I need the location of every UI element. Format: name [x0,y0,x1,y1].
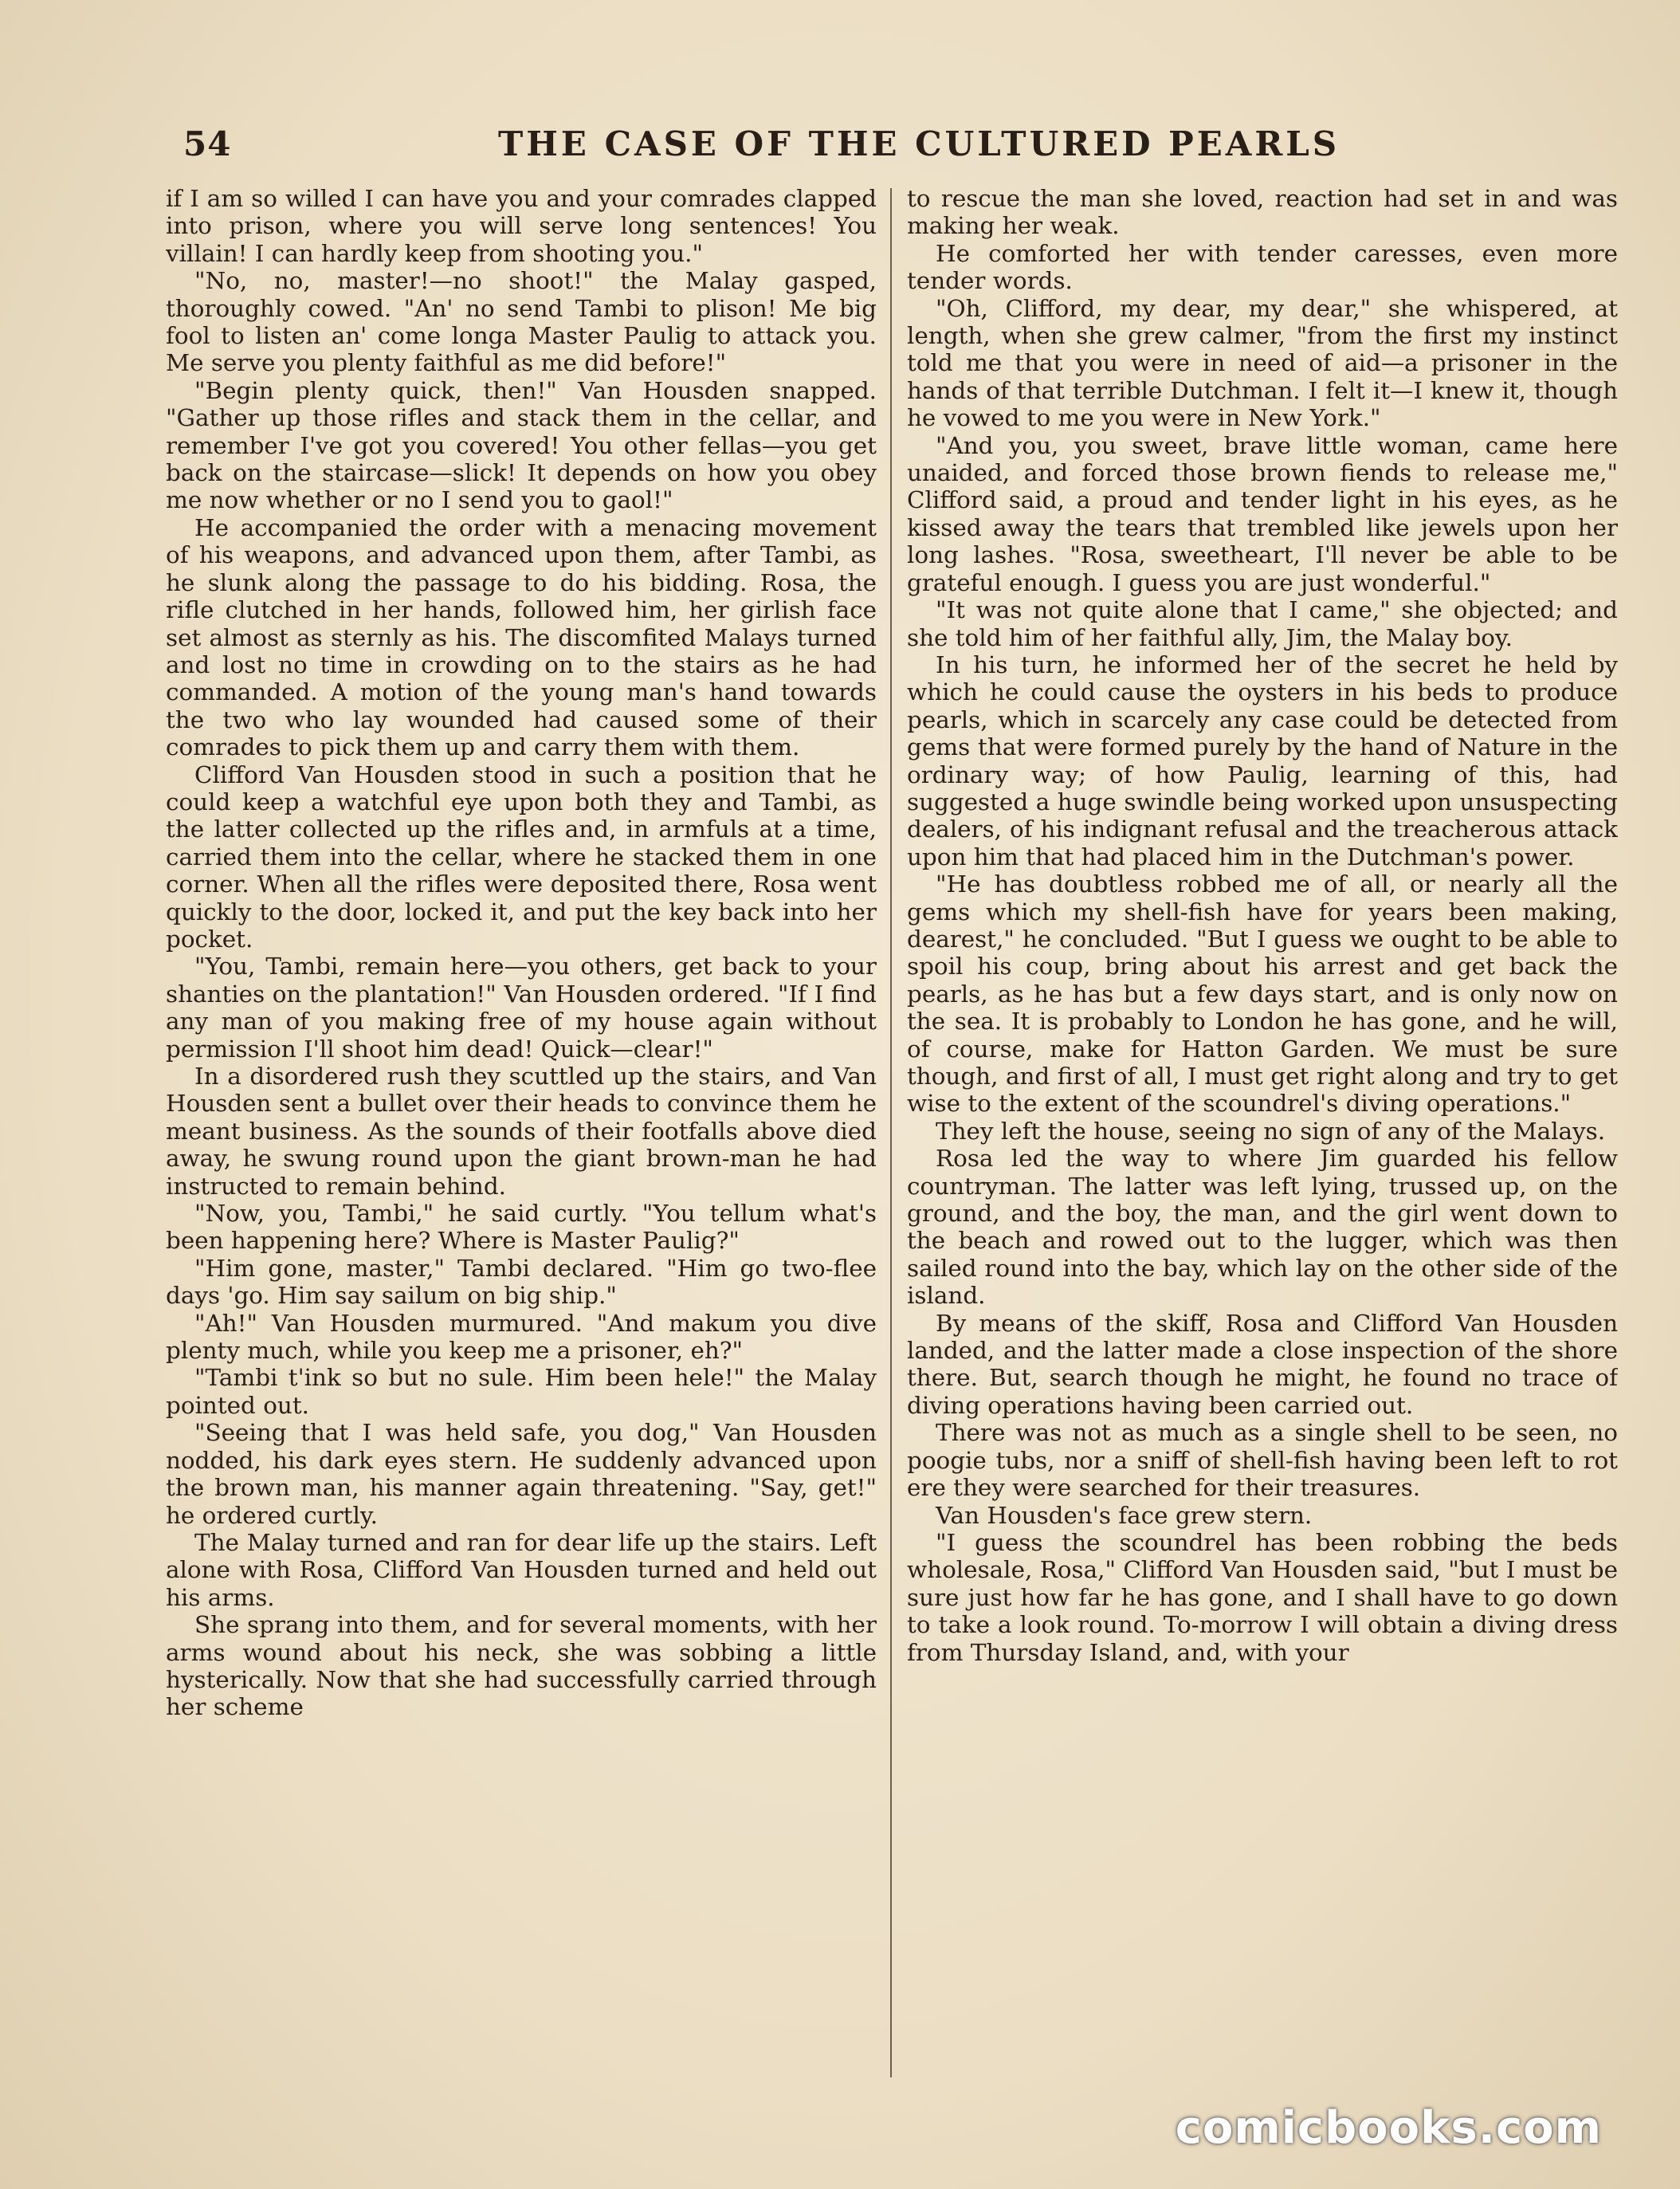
paragraph: "Oh, Clifford, my dear, my dear," she whispered, at length, when she grew calmer, "from the first my instinct told me that you were in need of aid—a prisoner in the hands of that terrible Dutchman. I felt it—I knew it, though he vowed to me you were in New York." [907,294,1618,432]
paragraph: "Ah!" Van Housden murmured. "And makum you dive plenty much, while you keep me a prisoner, eh?" [166,1309,877,1365]
paragraph: Van Housden's face grew stern. [936,1501,1313,1529]
column-divider [890,188,892,2077]
paragraph: Rosa led the way to where Jim guarded his fellow countryman. The latter was left lying, trussed up, on the ground, and the boy, the man, and the girl went down to the beach and rowed out to the lugger, which was then sailed round into the bay, which lay on the other side of the island. [907,1145,1618,1310]
paragraph: "You, Tambi, remain here—you others, get back to your shanties on the plantation!" Van Housden ordered. "If I find any man of you making free of my house again without permission I'll shoot him dead! Quick—clear!" [166,953,877,1063]
paragraph: "No, no, master!—no shoot!" the Malay gasped, thoroughly cowed. "An' no send Tambi to plison! Me big fool to listen an' come longa Master Paulig to attack you. Me serve you plenty faithful as me did before!" [166,267,877,377]
running-title: THE CASE OF THE CULTURED PEARLS [498,124,1340,163]
paragraph: He accompanied the order with a menacing movement of his weapons, and advanced upon them, after Tambi, as he slunk along the passage to do his bidding. Rosa, the rifle clutched in her hands, followed him, her girlish face set almost as sternly as his. The discomfited Malays turned and lost no time in crowding on to the stairs as he had commanded. A motion of the young man's hand towards the two who lay wounded had caused some of their comrades to pick them up and carry them with them. [166,513,877,761]
paragraph: She sprang into them, and for several moments, with her arms wound about his neck, she was sobbing a little hysterically. Now that she had successfully carried through her scheme [166,1611,877,1721]
page-header [183,120,1618,175]
paragraph: "And you, you sweet, brave little woman, came here unaided, and forced those brown fiends to release me," Clifford said, a proud and tender light in his eyes, as he kissed away the tears that trembled like jewels upon her long lashes. "Rosa, sweetheart, I'll never be able to be grateful enough. I guess you are just wonderful." [907,431,1618,596]
paragraph: He comforted her with tender caresses, even more tender words. [907,239,1618,295]
paragraph: "He has doubtless robbed me of all, or nearly all the gems which my shell-fish have for years been making, dearest," he concluded. "But I guess we ought to be able to spoil his coup, bring about his arrest and get back the pearls, as he has but a few days start, and is only now on the sea. It is probably to London he has gone, and he will, of course, make for Hatton Garden. We must be sure though, and first of all, I must get right along and try to get wise to the extent of the scoundrel's diving operations." [907,870,1618,1118]
paragraph: By means of the skiff, Rosa and Clifford Van Housden landed, and the latter made a close inspection of the shore there. But, search though he might, he found no trace of diving operations having been carried out. [907,1309,1618,1419]
paragraph: to rescue the man she loved, reaction had set in and was making her weak. [907,185,1618,240]
paragraph: Clifford Van Housden stood in such a position that he could keep a watchful eye upon both they and Tambi, as the latter collected up the rifles and, in armfuls at a time, carried them into the cellar, where he stacked them in one corner. When all the rifles were deposited there, Rosa went quickly to the door, locked it, and put the key back into her pocket. [166,760,877,953]
paragraph: "I guess the scoundrel has been robbing the beds wholesale, Rosa," Clifford Van Housden said, "but I must be sure just how far he has gone, and I shall have to go down to take a look round. To-morrow I will obtain a diving dress from Thursday Island, and, with your [907,1528,1618,1666]
paragraph: There was not as much as a single shell to be seen, no poogie tubs, nor a sniff of shell-fish having been left to rot ere they were searched for their treasures. [907,1419,1618,1502]
right-column [907,185,1618,2082]
watermark: comicbooks.com [1175,2102,1602,2154]
left-column [166,185,877,2082]
paragraph: "Begin plenty quick, then!" Van Housden snapped. "Gather up those rifles and stack them in the cellar, and remember I've got you covered! You other fellas—you get back on the staircase—slick! It depends on how you obey me now whether or no I send you to gaol!" [166,376,877,514]
paragraph: "Seeing that I was held safe, you dog," Van Housden nodded, his dark eyes stern. He suddenly advanced upon the brown man, his manner again threatening. "Say, get!" he ordered curtly. [166,1419,877,1529]
paragraph: In his turn, he informed her of the secret he held by which he could cause the oysters in his beds to produce pearls, which in scarcely any case could be detected from gems that were formed purely by the hand of Nature in the ordinary way; of how Paulig, learning of this, had suggested a huge swindle being worked upon unsuspecting dealers, of his indignant refusal and the treacherous attack upon him that had placed him in the Dutchman's power. [907,650,1618,870]
paragraph: "Him gone, master," Tambi declared. "Him go two-flee days 'go. Him say sailum on big ship." [166,1254,877,1310]
paragraph: The Malay turned and ran for dear life up the stairs. Left alone with Rosa, Clifford Van Housden turned and held out his arms. [166,1528,877,1611]
paragraph: "Tambi t'ink so but no sule. Him been hele!" the Malay pointed out. [166,1364,877,1419]
paragraph: "Now, you, Tambi," he said curtly. "You tellum what's been happening here? Where is Master Paulig?" [166,1200,877,1255]
paragraph: if I am so willed I can have you and your comrades clapped into prison, where you will serve long sentences! You villain! I can hardly keep from shooting you." [166,185,877,267]
paragraph: In a disordered rush they scuttled up the stairs, and Van Housden sent a bullet over their heads to convince them he meant business. As the sounds of their footfalls above died away, he swung round upon the giant brown-man he had instructed to remain behind. [166,1063,877,1200]
paragraph: "It was not quite alone that I came," she objected; and she told him of her faithful ally, Jim, the Malay boy. [907,596,1618,651]
page-number: 54 [183,124,232,163]
paragraph: They left the house, seeing no sign of any of the Malays. [936,1117,1606,1145]
